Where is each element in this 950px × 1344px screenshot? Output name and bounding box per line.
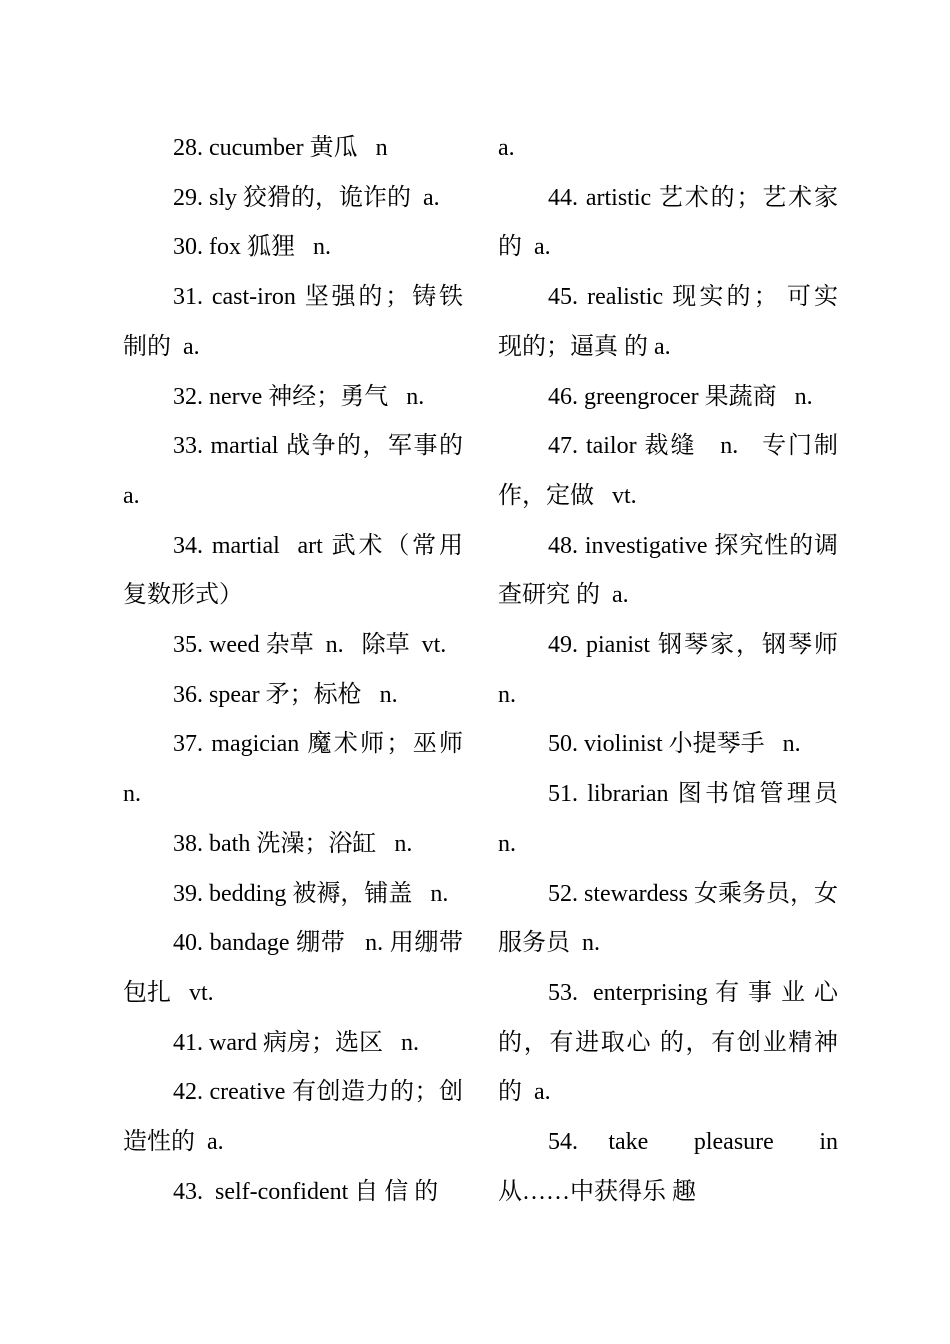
- vocab-entry: 34. martial art 武术（常用复数形式）: [123, 532, 463, 609]
- vocab-entry: 53. enterprising 有 事 业 心 的，有进取心 的，有创业精神的 a.: [498, 979, 844, 1106]
- vocabulary-column-right: [498, 124, 844, 1217]
- vocab-entry: 50. violinist 小提琴手 n.: [548, 731, 801, 758]
- vocab-entry: 35. weed 杂草 n. 除草 vt.: [173, 632, 447, 659]
- vocab-entry: 36. spear 矛；标枪 n.: [173, 681, 398, 708]
- vocab-entry: 46. greengrocer 果蔬商 n.: [548, 383, 813, 410]
- vocab-entry: 31. cast-iron 坚强的；铸铁制的 a.: [123, 284, 463, 360]
- vocab-entry: 48. investigative 探究性的调查研究 的 a.: [498, 532, 838, 609]
- vocab-entry: 38. bath 洗澡；浴缸 n.: [173, 830, 413, 857]
- vocab-entry: 32. nerve 神经；勇气 n.: [173, 383, 425, 410]
- vocab-entry: 29. sly 狡猾的，诡诈的 a.: [173, 184, 440, 211]
- vocab-entry: 28. cucumber 黄瓜 n: [173, 135, 388, 161]
- vocab-entry: 52. stewardess 女乘务员，女服务员 n.: [498, 880, 838, 957]
- vocab-entry: 39. bedding 被褥，铺盖 n.: [173, 880, 449, 907]
- vocab-entry: 45. realistic 现实的； 可实现的；逼真 的 a.: [498, 284, 838, 360]
- vocab-entry: 44. artistic 艺术的；艺术家的 a.: [498, 184, 838, 261]
- vocab-entry: 43. self-confident 自 信 的: [173, 1178, 439, 1205]
- vocab-entry: 42. creative 有创造力的；创造性的 a.: [123, 1079, 463, 1156]
- vocab-entry: 40. bandage 绷带 n. 用绷带包扎 vt.: [123, 930, 463, 1006]
- vocab-entry: 49. pianist 钢琴家，钢琴师 n.: [498, 632, 844, 708]
- vocab-entry-continuation: a.: [498, 135, 515, 161]
- vocab-entry: 33. martial 战争的，军事的 a.: [123, 433, 469, 509]
- vocab-entry: 51. librarian 图书馆管理员 n.: [498, 781, 844, 857]
- vocab-entry: 54. take pleasure in 从……中获得乐 趣: [498, 1129, 844, 1205]
- vocab-entry: 41. ward 病房；选区 n.: [173, 1029, 419, 1056]
- vocab-entry: 30. fox 狐狸 n.: [173, 234, 331, 261]
- vocabulary-column-left: [123, 124, 469, 1217]
- vocab-entry: 47. tailor 裁缝 n. 专门制作，定做 vt.: [498, 433, 838, 509]
- vocab-entry: 37. magician 魔术师；巫师 n.: [123, 731, 469, 808]
